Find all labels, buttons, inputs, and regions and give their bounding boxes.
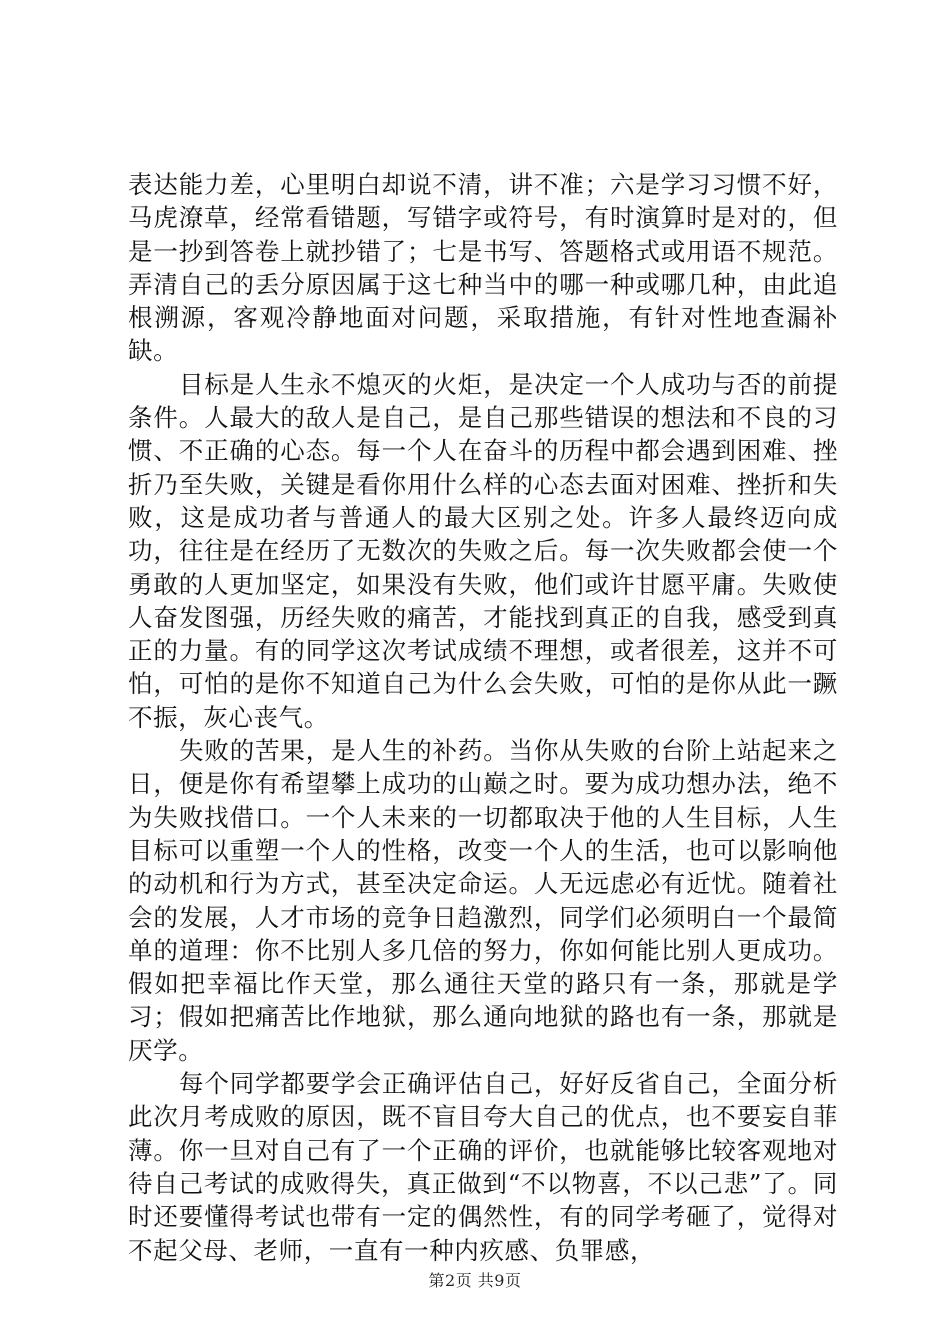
paragraph-1: 表达能力差，心里明白却说不清，讲不准；六是学习习惯不好，马虎潦草，经常看错题，写错字或符号，有时演算时是对的，但是一抄到答卷上就抄错了；七是书写、答题格式或用语不规范。弄清自己的丢分原因属于这七种当中的哪一种或哪几种，由此追根溯源，客观冷静地面对问题，采取措施，有针对性地查漏补缺。 [128,170,838,366]
page-number-footer: 第2页 共9页 [428,1271,522,1290]
document-body [128,168,838,1267]
paragraph-4: 每个同学都要学会正确评估自己，好好反省自己，全面分析此次月考成败的原因，既不盲目夸大自己的优点，也不要妄自菲薄。你一旦对自己有了一个正确的评价，也就能够比较客观地对待自己考试的成败得失，真正做到“不以物喜，不以己悲”了。同时还要懂得考试也带有一定的偶然性，有的同学考砸了，觉得对不起父母、老师，一直有一种内疚感、负罪感， [128,1069,838,1265]
paragraph-3: 失败的苦果，是人生的补药。当你从失败的台阶上站起来之日，便是你有希望攀上成功的山巅之时。要为成功想办法，绝不为失败找借口。一个人未来的一切都取决于他的人生目标，人生目标可以重塑一个人的性格，改变一个人的生活，也可以影响他的动机和行为方式，甚至决定命运。人无远虑必有近忧。随着社会的发展，人才市场的竞争日趋激烈，同学们必须明白一个最简单的道理：你不比别人多几倍的努力，你如何能比别人更成功。假如把幸福比作天堂，那么通往天堂的路只有一条，那就是学习；假如把痛苦比作地狱，那么通向地狱的路也有一条，那就是厌学。 [128,736,838,1065]
paragraph-2: 目标是人生永不熄灭的火炬，是决定一个人成功与否的前提条件。人最大的敌人是自己，是自己那些错误的想法和不良的习惯、不正确的心态。每一个人在奋斗的历程中都会遇到困难、挫折乃至失败，关键是看你用什么样的心态去面对困难、挫折和失败，这是成功者与普通人的最大区别之处。许多人最终迈向成功，往往是在经历了无数次的失败之后。每一次失败都会使一个勇敢的人更加坚定，如果没有失败，他们或许甘愿平庸。失败使人奋发图强，历经失败的痛苦，才能找到真正的自我，感受到真正的力量。有的同学这次考试成绩不理想，或者很差，这并不可怕，可怕的是你不知道自己为什么会失败，可怕的是你从此一蹶不振，灰心丧气。 [128,369,838,732]
